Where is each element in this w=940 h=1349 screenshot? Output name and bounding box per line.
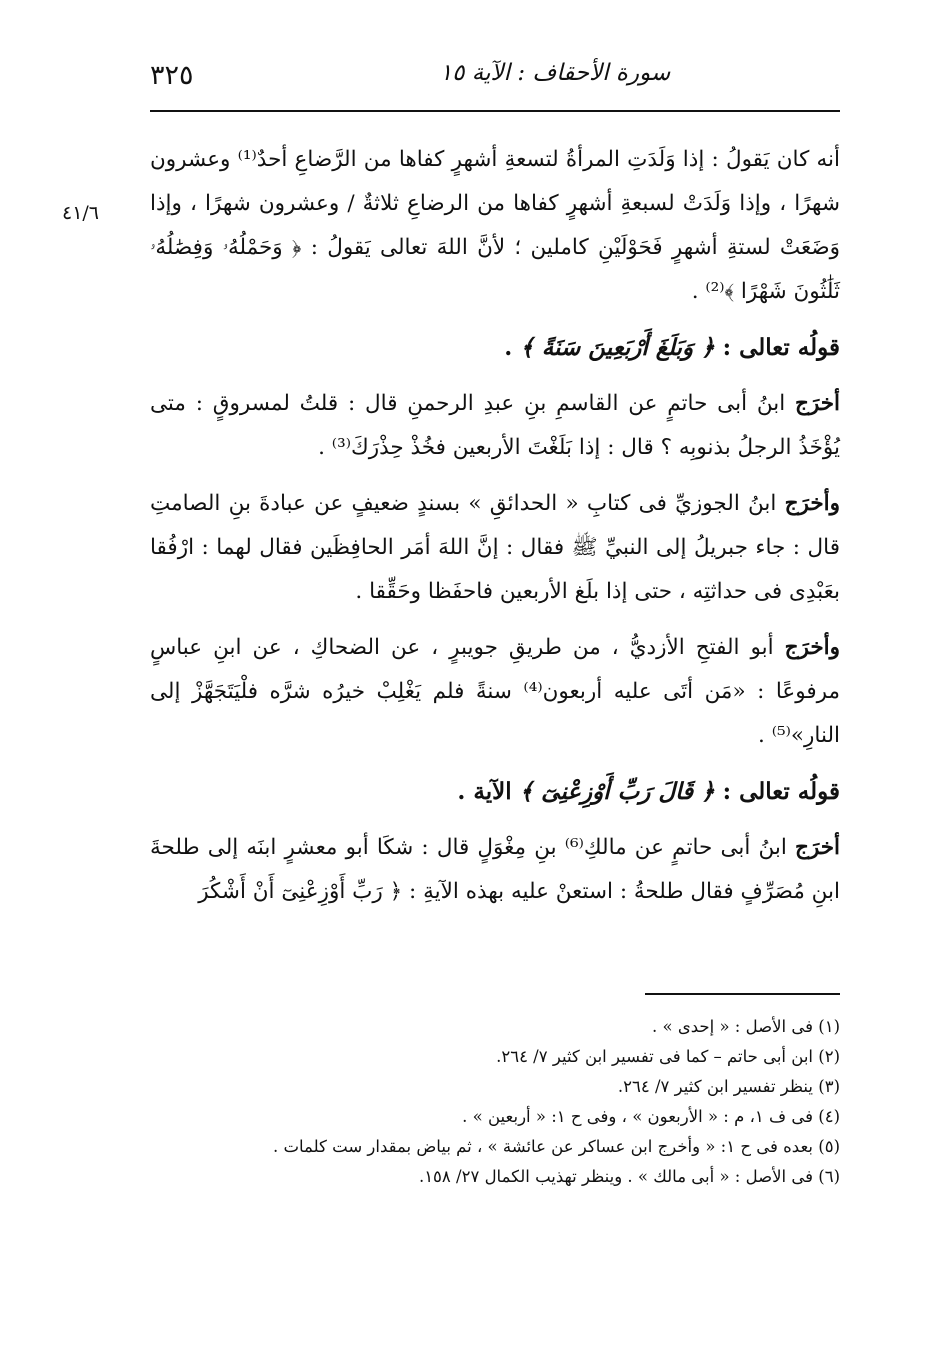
- heading-tail: الآية .: [457, 778, 520, 805]
- quran-verse: ﴿ قَالَ رَبِّ أَوْزِعْنِىٓ ﴾: [519, 778, 715, 805]
- main-text: [150, 138, 840, 914]
- page-number: ٣٢٥: [150, 60, 194, 91]
- paragraph-1: أنه كان يَقولُ : إذا وَلَدَتِ المرأةُ لتسعةِ أشهرٍ كفاها من الرَّضاعِ أحدٌ⁽¹⁾ وعشرون شهرًا ، وإذا وَلَدَتْ لسبعةِ أشهرٍ كفاها من الرضاعِ ثلاثةٌ / وعشرون شهرًا ، وإذا وَضَعَتْ لستةِ أشهرٍ فَحَوْلَيْنِ كاملين ؛ لأنَّ اللهَ تعالى يَقولُ : ﴿ وَحَمْلُهُۥ وَفِصَٰلُهُۥ ثَلَٰثُونَ شَهْرًا ﴾⁽²⁾ .: [150, 147, 840, 304]
- footnotes: [150, 1012, 840, 1192]
- footnote-6: (٦) فى الأصل : « أبى مالك » . وينظر تهذيب الكمال ٢٧/ ١٥٨.: [418, 1167, 840, 1186]
- paragraph-4: [150, 626, 840, 758]
- running-head: سورة الأحقاف : الآية ١٥: [439, 60, 671, 86]
- heading-verse-2: [150, 770, 840, 814]
- quran-verse: ﴿ وَبَلَغَ أَرْبَعِينَ سَنَةً ﴾: [520, 334, 715, 361]
- footnote-4: (٤) فى ف ١، م : « الأربعون » ، وفى ح ١: « أربعين » .: [462, 1107, 840, 1126]
- paragraph-3: [150, 482, 840, 614]
- margin-volume-reference: ٤١/٦: [62, 202, 100, 224]
- heading-lead: قولُه تعالى :: [722, 778, 840, 805]
- footnote-2: (٢) ابن أبى حاتم – كما فى تفسير ابن كثير ٧/ ٢٦٤.: [496, 1047, 840, 1066]
- footnote-3: (٣) ينظر تفسير ابن كثير ٧/ ٢٦٤.: [617, 1077, 840, 1096]
- paragraph-lead: أخرَج: [794, 391, 840, 416]
- paragraph-text: ابنُ أبى حاتمٍ عن مالكِ⁽⁶⁾ بنِ مِغْوَلٍ قال : شكَا أبو معشرٍ ابنَه إلى طلحةَ ابنِ مُصَرِّفٍ فقال طلحةُ : استعنْ عليه بهذه الآيةِ : ﴿ رَبِّ أَوْزِعْنِىٓ أَنْ أَشْكُرَ: [150, 835, 840, 904]
- paragraph-2: [150, 382, 840, 470]
- header-rule: [150, 110, 840, 112]
- page-header: [150, 58, 840, 98]
- heading-verse-1: [150, 326, 840, 370]
- paragraph-5: [150, 826, 840, 914]
- paragraph-text: ابنُ أبى حاتمٍ عن القاسمِ بنِ عبدِ الرحمنِ قال : قلتُ لمسروقٍ : متى يُؤْخَذُ الرجلُ بذنوبِه ؟ قال : إذا بَلَغْتَ الأربعين فخُذْ حِذْرَكَ⁽³⁾ .: [150, 391, 840, 460]
- footnote-1: (١) فى الأصل : « إحدى » .: [652, 1017, 840, 1036]
- paragraph-text: ابنُ الجوزيِّ فى كتابِ « الحدائقِ » بسندٍ ضعيفٍ عن عبادةَ بنِ الصامتِ قال : جاء جبريلُ إلى النبيِّ ﷺ فقال : إنَّ اللهَ أمَر الحافِظَين فقال لهما : ارْفُقا بعَبْدِى فى حداثتِه ، حتى إذا بلَغ الأربعين فاحفَظا وحَقِّقا .: [150, 491, 840, 604]
- heading-tail: .: [504, 334, 521, 361]
- footnote-5: (٥) بعده فى ح ١: « وأخرج ابن عساكر عن عائشة » ، ثم بياض بمقدار ست كلمات .: [273, 1137, 840, 1156]
- footnote-rule: [645, 993, 840, 995]
- paragraph-lead: وأخرَج: [784, 491, 840, 516]
- paragraph-text: أبو الفتحِ الأزديُّ ، من طريقِ جويبرٍ ، عن الضحاكِ ، عن ابنِ عباسٍ مرفوعًا : «مَن أتَى عليه أربعون⁽⁴⁾ سنةً فلم يَغْلِبْ خيرُه شرَّه فلْيَتَجَهَّزْ إلى النارِ»⁽⁵⁾ .: [150, 635, 841, 748]
- heading-lead: قولُه تعالى :: [722, 334, 840, 361]
- paragraph-lead: وأخرَج: [784, 635, 840, 660]
- paragraph-lead: أخرَج: [794, 835, 840, 860]
